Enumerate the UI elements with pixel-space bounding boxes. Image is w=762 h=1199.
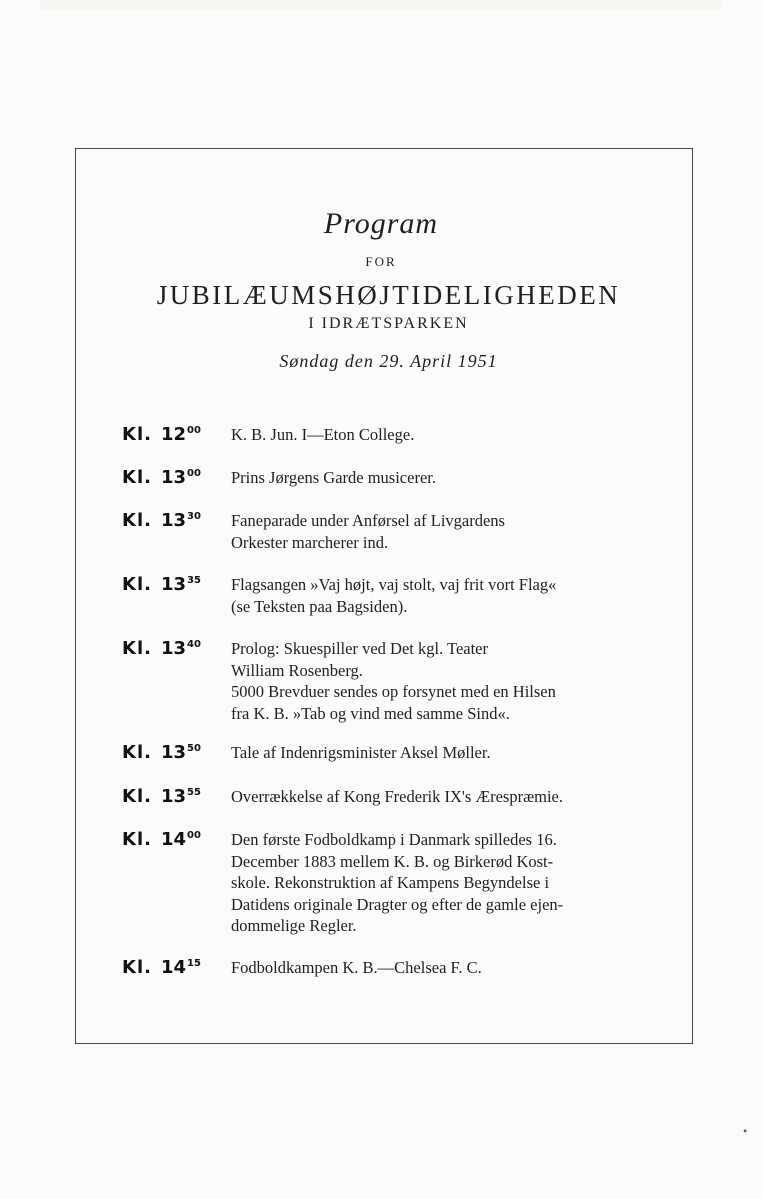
time-hour: 14	[160, 829, 187, 850]
description-line: Flagsangen »Vaj højt, vaj stolt, vaj frit vort Flag«	[231, 575, 557, 594]
schedule-description	[231, 786, 671, 808]
kl-label: Kl.	[122, 829, 152, 850]
description-line: December 1883 mellem K. B. og Birkerød Kost-	[231, 851, 554, 871]
kl-label: Kl.	[122, 574, 152, 595]
description-line: Overrækkelse af Kong Frederik IX's Ærespræmie.	[231, 787, 563, 806]
kl-label: Kl.	[122, 957, 152, 978]
schedule-description	[231, 957, 671, 979]
schedule-time	[122, 638, 201, 659]
description-line: Datidens originale Dragter og efter de gamle ejen-	[231, 894, 564, 914]
time-hour: 12	[160, 424, 187, 445]
time-minute: 40	[187, 639, 201, 650]
venue-name: I IDRÆTSPARKEN	[308, 315, 469, 332]
time-minute: 35	[187, 575, 201, 586]
description-line: fra K. B. »Tab og vind med samme Sind«.	[231, 703, 510, 723]
time-hour: 13	[160, 574, 187, 595]
kl-label: Kl.	[122, 467, 152, 488]
schedule-time	[122, 957, 201, 978]
description-line: Fodboldkampen K. B.—Chelsea F. C.	[231, 958, 482, 977]
kl-label: Kl.	[122, 638, 152, 659]
program-title: Program	[323, 207, 439, 240]
description-line: 5000 Brevduer sendes op forsynet med en Hilsen	[231, 682, 556, 701]
description-line: Tale af Indenrigsminister Aksel Møller.	[231, 743, 491, 762]
event-date: Søndag den 29. April 1951	[279, 351, 498, 371]
time-hour: 13	[160, 786, 187, 807]
description-line: Den første Fodboldkamp i Danmark spilledes 16.	[231, 830, 557, 849]
schedule-time	[122, 829, 201, 850]
time-minute: 00	[187, 468, 201, 479]
time-minute: 30	[187, 511, 201, 522]
time-hour: 13	[160, 638, 187, 659]
time-hour: 14	[160, 957, 187, 978]
schedule-time	[122, 574, 201, 595]
kl-label: Kl.	[122, 424, 152, 445]
description-line: Prolog: Skuespiller ved Det kgl. Teater	[231, 639, 488, 658]
description-line: Prins Jørgens Garde musicerer.	[231, 468, 436, 487]
schedule-description	[231, 424, 671, 446]
description-line: skole. Rekonstruktion af Kampens Begyndelse i	[231, 873, 550, 892]
top-edge-shade	[40, 0, 722, 10]
event-name: JUBILÆUMSHØJTIDELIGHEDEN	[156, 280, 621, 310]
time-minute: 15	[187, 958, 201, 969]
schedule-time	[122, 786, 201, 807]
description-line: dommelige Regler.	[231, 916, 357, 935]
description-line: K. B. Jun. I—Eton College.	[231, 425, 415, 444]
kl-label: Kl.	[122, 742, 152, 763]
schedule-time	[122, 467, 201, 488]
time-minute: 00	[187, 830, 201, 841]
schedule-time	[122, 510, 201, 531]
schedule-time	[122, 424, 201, 445]
paper-speck: •	[743, 1124, 748, 1138]
time-minute: 00	[187, 425, 201, 436]
schedule-description	[231, 829, 671, 937]
schedule-description	[231, 742, 671, 764]
description-line: (se Teksten paa Bagsiden).	[231, 596, 408, 616]
schedule-description	[231, 574, 671, 617]
description-line: William Rosenberg.	[231, 660, 363, 680]
time-hour: 13	[160, 742, 187, 763]
schedule-description	[231, 510, 671, 553]
description-line: Orkester marcherer ind.	[231, 532, 389, 552]
time-minute: 55	[187, 787, 201, 798]
time-hour: 13	[160, 467, 187, 488]
time-minute: 50	[187, 743, 201, 754]
description-line: Faneparade under Anførsel af Livgardens	[231, 511, 505, 530]
schedule-description	[231, 638, 671, 724]
kl-label: Kl.	[122, 510, 152, 531]
schedule-time	[122, 742, 201, 763]
schedule-description	[231, 467, 671, 489]
kl-label: Kl.	[122, 786, 152, 807]
for-label: FOR	[365, 254, 397, 269]
time-hour: 13	[160, 510, 187, 531]
